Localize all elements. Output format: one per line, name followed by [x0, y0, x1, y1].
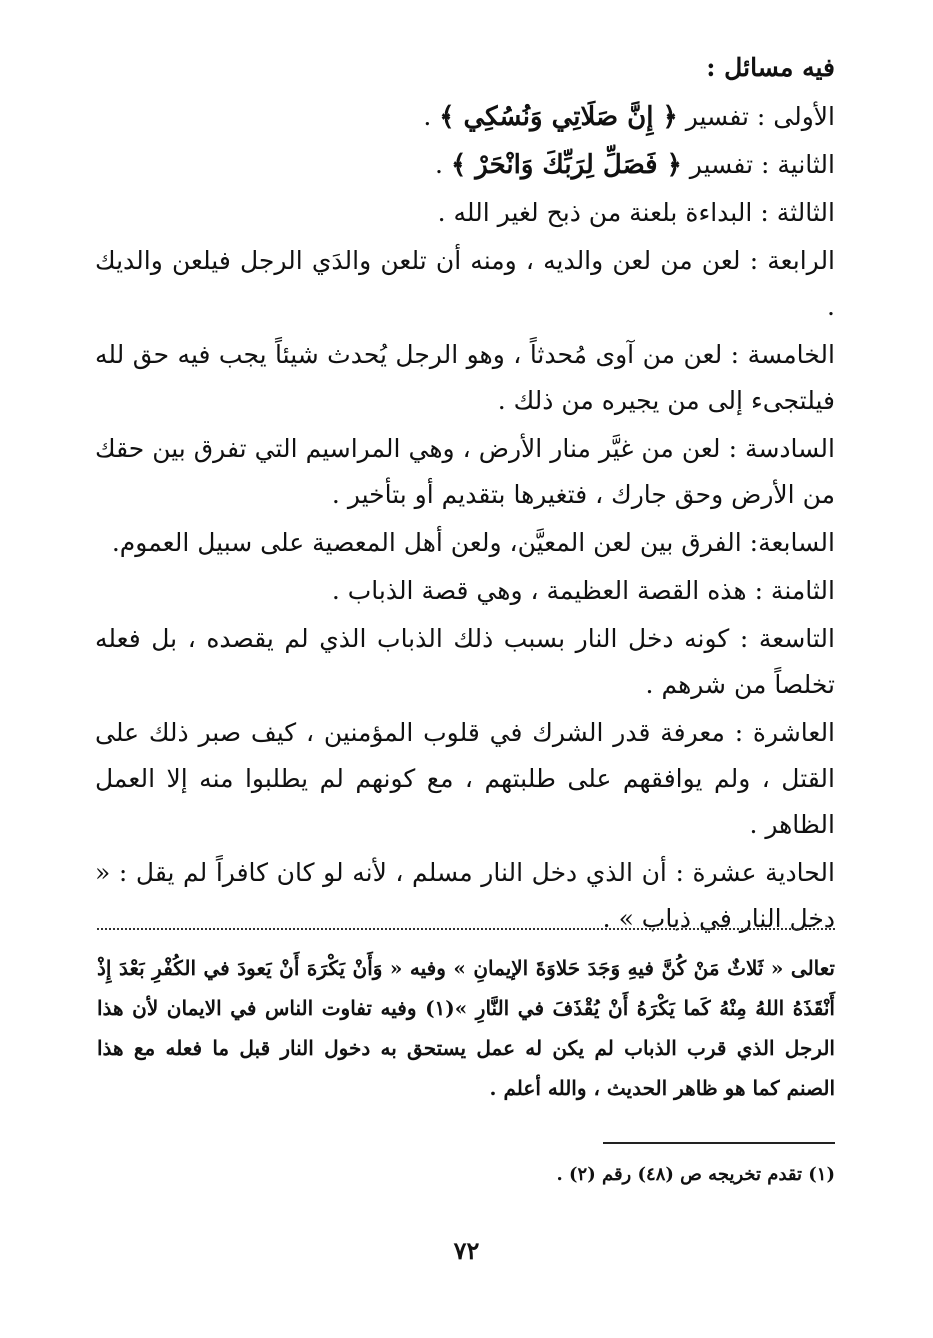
issue-text: هذه القصة العظيمة ، وهي قصة الذباب .: [331, 576, 747, 605]
issue-label: الثالثة :: [760, 198, 835, 227]
issue-text: معرفة قدر الشرك في قلوب المؤمنين ، كيف صبر ذلك على القتل ، ولم يوافقهم على طلبتهم ، مع كونهم لم يطلبوا منه إلا العمل الظاهر .: [95, 718, 835, 839]
issue-item: [95, 616, 835, 708]
issue-item: [95, 332, 835, 424]
issue-item: [95, 426, 835, 518]
issue-item: [95, 190, 835, 236]
issue-text: لعن من آوى مُحدثاً ، وهو الرجل يُحدث شيئاً يجب فيه حق لله فيلتجىء إلى من يجيره من ذلك .: [95, 340, 835, 415]
issue-label: الأولى :: [756, 102, 835, 131]
issue-text: أن الذي دخل النار مسلم ، لأنه لو كان كافراً لم يقل : « دخل النار في ذباب » .: [95, 858, 835, 933]
section-heading: فيه مسائل :: [706, 53, 835, 82]
issue-item: [95, 568, 835, 614]
footnote: (١) تقدم تخريجه ص (٤٨) رقم (٢) .: [556, 1164, 835, 1185]
footnote-rule: [603, 1142, 835, 1144]
issue-text: الفرق بين لعن المعيَّن، ولعن أهل المعصية على سبيل العموم.: [111, 528, 742, 557]
issue-text: تفسير: [689, 150, 754, 179]
quran-verse: ﴿ فَصَلِّ لِرَبِّكَ وَانْحَرْ ﴾: [450, 150, 682, 180]
issue-label: الثامنة :: [754, 576, 835, 605]
issue-text: كونه دخل النار بسبب ذلك الذباب الذي لم يقصده ، بل فعله تخلصاً من شرهم .: [95, 624, 835, 699]
issue-text: البداءة بلعنة من ذبح لغير الله .: [437, 198, 753, 227]
issue-label: التاسعة :: [739, 624, 835, 653]
issue-text: تفسير: [685, 102, 749, 131]
issue-label: الخامسة :: [730, 340, 835, 369]
issue-item: [95, 710, 835, 848]
issue-label: السادسة :: [728, 434, 836, 463]
issue-label: العاشرة :: [734, 718, 836, 747]
issue-label: الرابعة :: [749, 246, 836, 275]
commentary-paragraph: تعالى « ثَلاثٌ مَنْ كُنَّ فيهِ وَجَدَ حَلاوَةَ الإيمانِ » وفيه « وَأَنْ يَكْرَهَ أَنْ يَعودَ في الكُفْرِ بَعْدَ إِذْ أَنْقَذَهُ اللهُ مِنْهُ كَما يَكْرَهُ أَنْ يُقْذَفَ في النَّارِ »(١) وفيه تفاوت الناس في الايمان لأن هذا الرجل الذي قرب الذباب لم يكن له عمل يستحق به دخول النار قبل ما فعله مع هذا الصنم كما هو ظاهر الحديث ، والله أعلم .: [97, 956, 835, 1100]
issue-item: [95, 142, 835, 188]
issues-list: [95, 94, 835, 942]
issue-text: لعن من لعن والديه ، ومنه أن تلعن والدَي الرجل فيلعن والديك .: [95, 246, 835, 321]
main-text: [95, 48, 835, 944]
dotted-divider: [97, 928, 835, 930]
issue-item: [95, 520, 835, 566]
issue-item: [95, 94, 835, 140]
issue-tail: .: [423, 102, 432, 131]
page-number: ٧٢: [453, 1236, 480, 1265]
quran-verse: ﴿ إِنَّ صَلَاتِي وَنُسُكِي ﴾: [439, 102, 678, 132]
issue-text: لعن من غيَّر منار الأرض ، وهي المراسيم التي تفرق بين حقك من الأرض وحق جارك ، فتغيرها بتقديم أو بتأخير .: [95, 434, 835, 509]
issue-label: الحادية عشرة :: [675, 858, 835, 887]
issue-item: [95, 238, 835, 330]
issue-tail: .: [435, 150, 443, 179]
issue-label: الثانية :: [761, 150, 835, 179]
issue-label: السابعة:: [749, 528, 835, 557]
